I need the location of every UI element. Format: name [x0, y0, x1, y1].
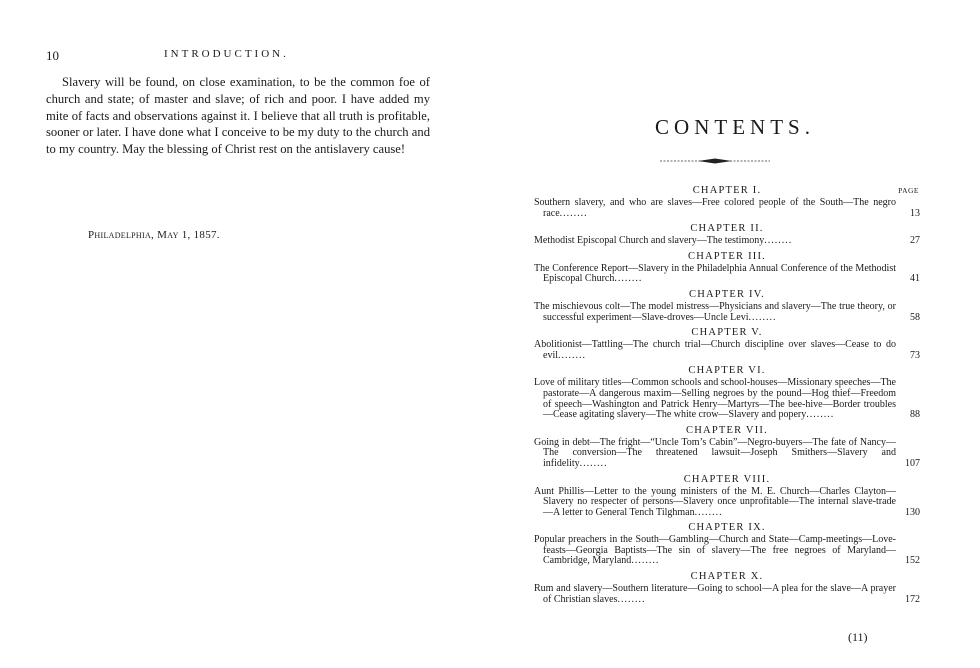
chapter-description-row — [534, 340, 920, 361]
chapter-description-text: The Conference Report—Slavery in the Philadelphia Annual Conference of the Methodist Episcopal Church — [534, 262, 896, 285]
contents-title: CONTENTS. — [655, 115, 815, 139]
chapter-title: CHAPTER IV. — [688, 288, 765, 300]
signoff: Philadelphia, May 1, 1857. — [88, 229, 220, 241]
chapter-title: CHAPTER VII. — [686, 424, 768, 436]
chapter-description — [534, 302, 896, 323]
chapter-page-number: 58 — [910, 311, 920, 323]
chapter-title: CHAPTER IX. — [688, 522, 766, 534]
chapter-description — [534, 378, 896, 420]
leader-dots: ........ — [614, 273, 643, 285]
leader-dots: ........ — [558, 349, 586, 361]
chapter-description-row — [534, 438, 920, 470]
leader-dots: ........ — [806, 409, 835, 421]
chapter-entry — [534, 184, 920, 219]
chapter-entry — [534, 424, 920, 470]
chapter-page-number: 107 — [905, 457, 920, 469]
chapter-page-number: 27 — [910, 235, 920, 247]
chapter-entry — [534, 521, 920, 567]
chapter-title: CHAPTER VI. — [688, 365, 766, 377]
chapter-page-number: 88 — [910, 409, 920, 421]
chapter-description — [534, 438, 896, 470]
right-page — [490, 0, 980, 668]
chapter-description-text: Aunt Phillis—Letter to the young ministers of the M. E. Church—Charles Clayton—Slavery no respecter of persons—Slavery once unprofitable—The internal slave-trade—A letter to General Tench Tilghman — [534, 485, 896, 518]
intro-paragraph — [46, 74, 430, 158]
chapter-title: CHAPTER V. — [691, 327, 763, 339]
leader-dots: ........ — [748, 311, 777, 323]
chapter-description-row — [534, 302, 920, 323]
chapter-description-text: The mischievous colt—The model mistress—Physicians and slavery—The true theory, or successful experiment—Slave-droves—Uncle Levi — [534, 300, 896, 323]
chapter-description-text: Abolitionist—Tattling—The church trial—Church discipline over slaves—Cease to do evil — [534, 339, 896, 361]
running-head-title: INTRODUCTION. — [164, 48, 289, 60]
chapter-entry — [534, 473, 920, 519]
chapter-description — [534, 340, 896, 361]
leader-dots: ........ — [559, 207, 588, 219]
leader-dots: ........ — [631, 555, 660, 567]
page-number: 10 — [46, 48, 59, 63]
chapter-description — [534, 264, 896, 285]
chapter-title: CHAPTER VIII. — [683, 473, 771, 485]
chapter-description — [534, 487, 896, 519]
chapter-description-text: Southern slavery, and who are slaves—Free colored people of the South—The negro race — [534, 197, 896, 219]
chapter-description — [534, 584, 896, 605]
chapter-description-text: Popular preachers in the South—Gambling—Church and State—Camp-meetings—Love-feasts—Georgia Baptists—The sin of slavery—The free negroes of Maryland—Cambridge, Maryland — [534, 534, 896, 567]
chapter-description-row — [534, 487, 920, 519]
chapter-page-number: 41 — [910, 273, 920, 285]
leader-dots: ........ — [579, 457, 608, 469]
chapter-description-text: Love of military titles—Common schools and school-houses—Missionary speeches—The pastorate—A dangerous maxim—Selling negroes by the pound—Hog thief—Freedom of speech—Washington and Patrick Henry—Martyrs—The bee-hive—Border troubles—Cease agitating slavery—The white crow—Slavery and popery — [534, 377, 896, 421]
intro-paragraph-text: Slavery will be found, on close examination, to be the common foe of church and state; of master and slave; of rich and poor. I have added my mite of facts and observations against it. I believe that all truth is profitable, sooner or later. I have done what I conceive to be my duty to the church and to my country. May the blessing of Christ rest on the antislavery cause! — [46, 75, 430, 157]
chapter-description-row — [534, 264, 920, 285]
chapter-list — [534, 184, 920, 605]
chapter-entry — [534, 250, 920, 285]
chapter-page-number: 152 — [905, 555, 920, 567]
chapter-description — [534, 198, 896, 219]
chapter-entry — [534, 326, 920, 361]
leader-dots: ........ — [694, 506, 723, 518]
chapter-entry — [534, 364, 920, 420]
chapter-page-number: 13 — [910, 207, 920, 219]
chapter-title: CHAPTER X. — [690, 571, 764, 583]
chapter-entry — [534, 570, 920, 605]
chapter-title: CHAPTER III. — [688, 250, 766, 262]
chapter-description-text: Going in debt—The fright—“Uncle Tom’s Cabin”—Negro-buyers—The fate of Nancy—The conversion—The threatened lawsuit—Joseph Smithers—Slavery and infidelity — [534, 436, 896, 469]
chapter-description-row — [534, 236, 920, 247]
chapter-page-number: 130 — [905, 506, 920, 518]
chapter-description-row — [534, 378, 920, 420]
chapter-description-row — [534, 584, 920, 605]
chapter-description-text: Methodist Episcopal Church and slavery—The testimony — [534, 235, 765, 247]
chapter-description-row — [534, 198, 920, 219]
chapter-description — [534, 535, 896, 567]
ornament-rule — [660, 157, 770, 165]
table-of-contents — [534, 184, 920, 608]
leader-dots: ........ — [617, 593, 646, 605]
chapter-title: CHAPTER I. — [692, 185, 762, 196]
chapter-description — [534, 236, 896, 247]
folio: (11) — [848, 630, 868, 644]
page-column-label: PAGE — [898, 186, 919, 195]
chapter-description-row — [534, 535, 920, 567]
chapter-entry — [534, 288, 920, 323]
chapter-description-text: Rum and slavery—Southern literature—Going to school—A plea for the slave—A prayer of Christian slaves — [534, 583, 896, 605]
leader-dots: ........ — [764, 235, 793, 247]
chapter-page-number: 73 — [910, 349, 920, 361]
chapter-page-number: 172 — [905, 593, 920, 605]
chapter-entry — [534, 222, 920, 247]
chapter-title: CHAPTER II. — [690, 223, 764, 235]
